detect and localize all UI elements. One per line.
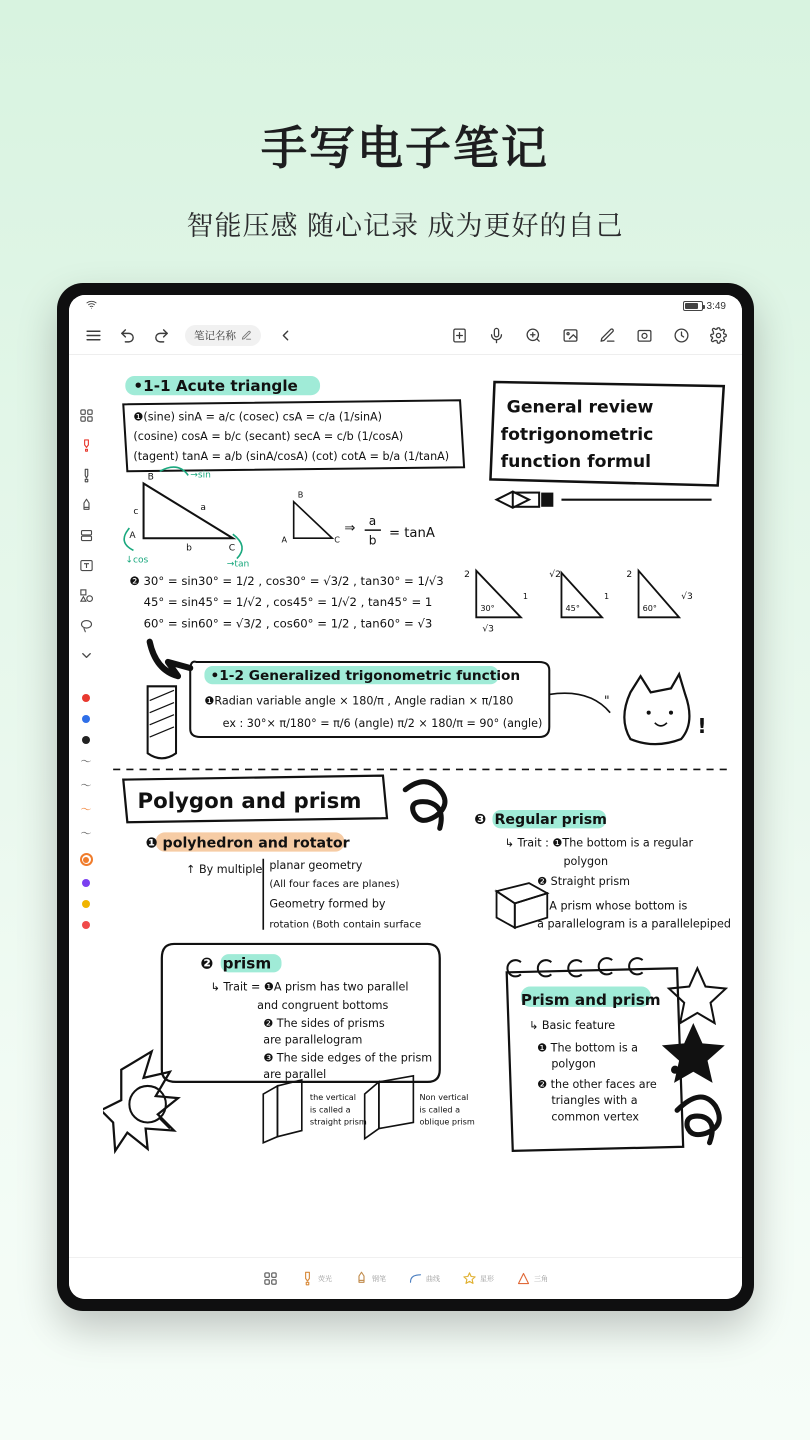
marker-tool[interactable] (300, 1271, 332, 1286)
svg-text:rotation (Both contain surface: rotation (Both contain surface (269, 919, 422, 931)
color-swatch-red[interactable] (82, 694, 90, 702)
image-icon[interactable] (560, 326, 580, 346)
svg-text:ex : 30°× π/180° = π/6 (angle): ex : 30°× π/180° = π/6 (angle) π/2 × 180/π = 90° (angle) (222, 716, 543, 730)
svg-text:•1-1 Acute triangle: •1-1 Acute triangle (133, 377, 298, 396)
svg-text:❶ polyhedron and rotator: ❶ polyhedron and rotator (145, 835, 350, 852)
shape-icon[interactable] (78, 587, 95, 604)
svg-text:common vertex: common vertex (551, 1110, 640, 1124)
color-swatch-yellow[interactable] (82, 900, 90, 908)
chevron-left-icon[interactable] (275, 326, 295, 346)
pencil-edit-icon[interactable] (241, 330, 252, 341)
svg-text:A: A (281, 534, 288, 545)
undo-icon[interactable] (117, 326, 137, 346)
triangle-tool-label: 三角 (534, 1275, 548, 1283)
pen-tool-icon[interactable] (78, 467, 95, 484)
svg-text:•1-2 Generalized trigonometric: •1-2 Generalized trigonometric function (210, 668, 521, 685)
svg-text:❷ the other faces are: ❷ the other faces are (537, 1077, 657, 1091)
curve-tool-label: 曲线 (426, 1275, 440, 1283)
svg-text:a parallelogram is a parallele: a parallelogram is a parallelepiped (537, 917, 731, 931)
editor-workspace (69, 355, 742, 1257)
svg-text:is called a: is called a (309, 1104, 351, 1115)
microphone-icon[interactable] (486, 326, 506, 346)
svg-text:√3: √3 (681, 592, 693, 603)
pen-tool-label: 钢笔 (372, 1275, 386, 1283)
svg-text:!: ! (697, 713, 707, 738)
stroke-preset-extra-thin[interactable]: 〜 (80, 828, 92, 840)
svg-text:A: A (129, 531, 136, 542)
svg-text:Regular prism: Regular prism (494, 812, 607, 829)
svg-text:Non vertical: Non vertical (419, 1092, 469, 1103)
svg-text:(tagent) tanA = a/b (sinA/cosA: (tagent) tanA = a/b (sinA/cosA) (cot) cotA = b/a (1/tanA) (133, 450, 450, 464)
lasso-tool-icon[interactable] (78, 617, 95, 634)
svg-text:prism: prism (222, 954, 272, 973)
color-swatch-blue[interactable] (82, 715, 90, 723)
svg-text:60° = sin60° = √3/2 , cos60°: 60° = sin60° = √3/2 , cos60° = 1/2 , tan60° = √3 (143, 616, 433, 631)
note-title-field[interactable] (185, 325, 261, 346)
note-canvas[interactable] (103, 355, 742, 1257)
svg-text:Polygon and prism: Polygon and prism (137, 789, 362, 815)
svg-text:❷ 30° = sin30° = 1/2 , cos30°: ❷ 30° = sin30° = 1/2 , cos30° = √3/2 , tan30° = 1/√3 (129, 573, 444, 588)
svg-text:↳ Trait : ❶The bottom is a reg: ↳ Trait : ❶The bottom is a regular (504, 836, 694, 850)
svg-text:are parallelogram: are parallelogram (263, 1033, 363, 1047)
tablet-screen (69, 295, 742, 1299)
text-box-icon[interactable] (78, 557, 95, 574)
svg-text:↳ Trait = ❶A prism has two par: ↳ Trait = ❶A prism has two parallel (210, 980, 409, 994)
editor-toolbar (69, 317, 742, 355)
svg-text:is called a: is called a (419, 1104, 461, 1115)
svg-text:√3: √3 (482, 624, 494, 635)
grid-layout-icon[interactable] (78, 407, 95, 424)
svg-text:√2: √2 (549, 569, 561, 580)
hero-section (0, 0, 810, 243)
marker-tool-label: 荧光 (318, 1275, 332, 1283)
svg-text:the vertical: the vertical (309, 1092, 357, 1103)
svg-text:planar geometry: planar geometry (269, 858, 363, 872)
svg-text:⇒: ⇒ (344, 521, 356, 537)
svg-text:❸ The side edges of the prism: ❸ The side edges of the prism (263, 1051, 433, 1065)
color-swatch-coral[interactable] (82, 921, 90, 929)
star-tool-label: 星形 (480, 1275, 494, 1283)
svg-text:C: C (228, 543, 236, 554)
svg-text:C: C (334, 534, 340, 545)
svg-text:(cosine) cosA = b/c (secant): (cosine) cosA = b/c (secant) secA = c/b (1/cosA) (133, 429, 404, 443)
svg-text:a: a (200, 502, 206, 513)
clock-icon[interactable] (671, 326, 691, 346)
svg-text:a: a (368, 514, 377, 529)
svg-text:(All four faces are planes): (All four faces are planes) (269, 879, 400, 891)
svg-text:❸: ❸ (474, 812, 487, 829)
svg-text:45° = sin45° = 1/√2 , cos45°: 45° = sin45° = 1/√2 , cos45° = 1/√2 , tan45° = 1 (143, 595, 433, 610)
svg-text:are parallel: are parallel (263, 1067, 327, 1081)
curve-tool[interactable] (408, 1271, 440, 1286)
pages-icon[interactable] (263, 1271, 278, 1286)
selected-color-indicator[interactable] (80, 853, 93, 866)
svg-text:↓cos: ↓cos (125, 555, 149, 566)
svg-text:c: c (133, 506, 139, 517)
stroke-preset-medium[interactable]: 〜 (80, 780, 92, 792)
gear-icon[interactable] (708, 326, 728, 346)
svg-text:polygon: polygon (551, 1057, 596, 1071)
pen-tool-bottom[interactable] (354, 1271, 386, 1286)
bottom-tool-bar (69, 1257, 742, 1299)
svg-text:A prism whose bottom is: A prism whose bottom is (549, 899, 688, 913)
svg-text:↳ Basic feature: ↳ Basic feature (529, 1019, 616, 1033)
svg-text:45°: 45° (565, 603, 580, 614)
star-tool[interactable] (462, 1271, 494, 1286)
svg-text:and congruent bottoms: and congruent bottoms (257, 998, 389, 1012)
tablet-device-frame (57, 283, 754, 1311)
color-swatch-black[interactable] (82, 736, 90, 744)
note-title-text: 笔记名称 (194, 330, 236, 342)
svg-text:1: 1 (522, 591, 529, 602)
svg-text:❷: ❷ (200, 954, 214, 973)
page-subtitle: 智能压感 随心记录 成为更好的自己 (186, 211, 624, 241)
stroke-preset-thin[interactable]: 〜 (80, 756, 92, 768)
svg-text:Prism and prism: Prism and prism (520, 990, 661, 1009)
tool-rail (69, 355, 103, 1257)
svg-text:❶ The bottom is a: ❶ The bottom is a (537, 1041, 639, 1055)
handwriting-layer (103, 355, 742, 1257)
svg-text:❶(sine) sinA = a/c (cosec) c: ❶(sine) sinA = a/c (cosec) csA = c/a (1/sinA) (133, 410, 383, 424)
svg-text:1: 1 (604, 591, 610, 602)
redo-icon[interactable] (151, 326, 171, 346)
svg-text:↑ By multiple: ↑ By multiple (186, 862, 263, 876)
svg-text:❶Radian variable angle × 180/π: ❶Radian variable angle × 180/π , Angle radian × π/180 (204, 694, 514, 708)
add-page-icon[interactable] (449, 326, 469, 346)
svg-text:❷ Straight prism: ❷ Straight prism (537, 875, 631, 889)
pencil-tool-icon[interactable] (78, 497, 95, 514)
pen-icon[interactable] (597, 326, 617, 346)
svg-text:→sin: →sin (190, 470, 211, 481)
svg-text:2: 2 (464, 569, 470, 580)
color-swatch-purple[interactable] (82, 879, 90, 887)
svg-text:60°: 60° (642, 603, 657, 614)
page-title: 手写电子笔记 (261, 122, 549, 174)
svg-text:b: b (186, 543, 192, 554)
hamburger-menu-icon[interactable] (83, 326, 103, 346)
svg-text:B: B (147, 472, 154, 483)
camera-icon[interactable] (634, 326, 654, 346)
svg-text:2: 2 (626, 569, 633, 580)
battery-icon (683, 301, 703, 311)
svg-text:triangles with a: triangles with a (551, 1094, 638, 1108)
svg-text:b: b (368, 533, 377, 548)
svg-text:straight prism: straight prism (309, 1116, 367, 1127)
svg-text:": " (604, 693, 610, 708)
svg-text:oblique prism: oblique prism (419, 1116, 475, 1127)
zoom-in-icon[interactable] (523, 326, 543, 346)
svg-text:B: B (297, 489, 304, 500)
stroke-preset-thick-selected[interactable]: 〜 (80, 804, 92, 816)
svg-text:30°: 30° (480, 603, 495, 614)
svg-text:function formul: function formul (500, 452, 652, 473)
chevron-down-icon[interactable] (78, 647, 95, 664)
svg-text:❷ The sides of prisms: ❷ The sides of prisms (263, 1017, 385, 1031)
highlighter-icon[interactable] (78, 437, 95, 454)
wifi-icon (85, 299, 98, 313)
svg-text:→tan: →tan (226, 559, 250, 570)
status-time: 3:49 (706, 300, 726, 312)
svg-text:General review: General review (506, 397, 654, 418)
svg-text:= tanA: = tanA (389, 526, 435, 542)
svg-text:fotrigonometric: fotrigonometric (500, 424, 654, 445)
svg-text:Geometry formed by: Geometry formed by (269, 897, 386, 911)
eraser-tool-icon[interactable] (78, 527, 95, 544)
status-bar (69, 295, 742, 317)
svg-text:polygon: polygon (563, 854, 609, 868)
triangle-tool[interactable] (516, 1271, 548, 1286)
